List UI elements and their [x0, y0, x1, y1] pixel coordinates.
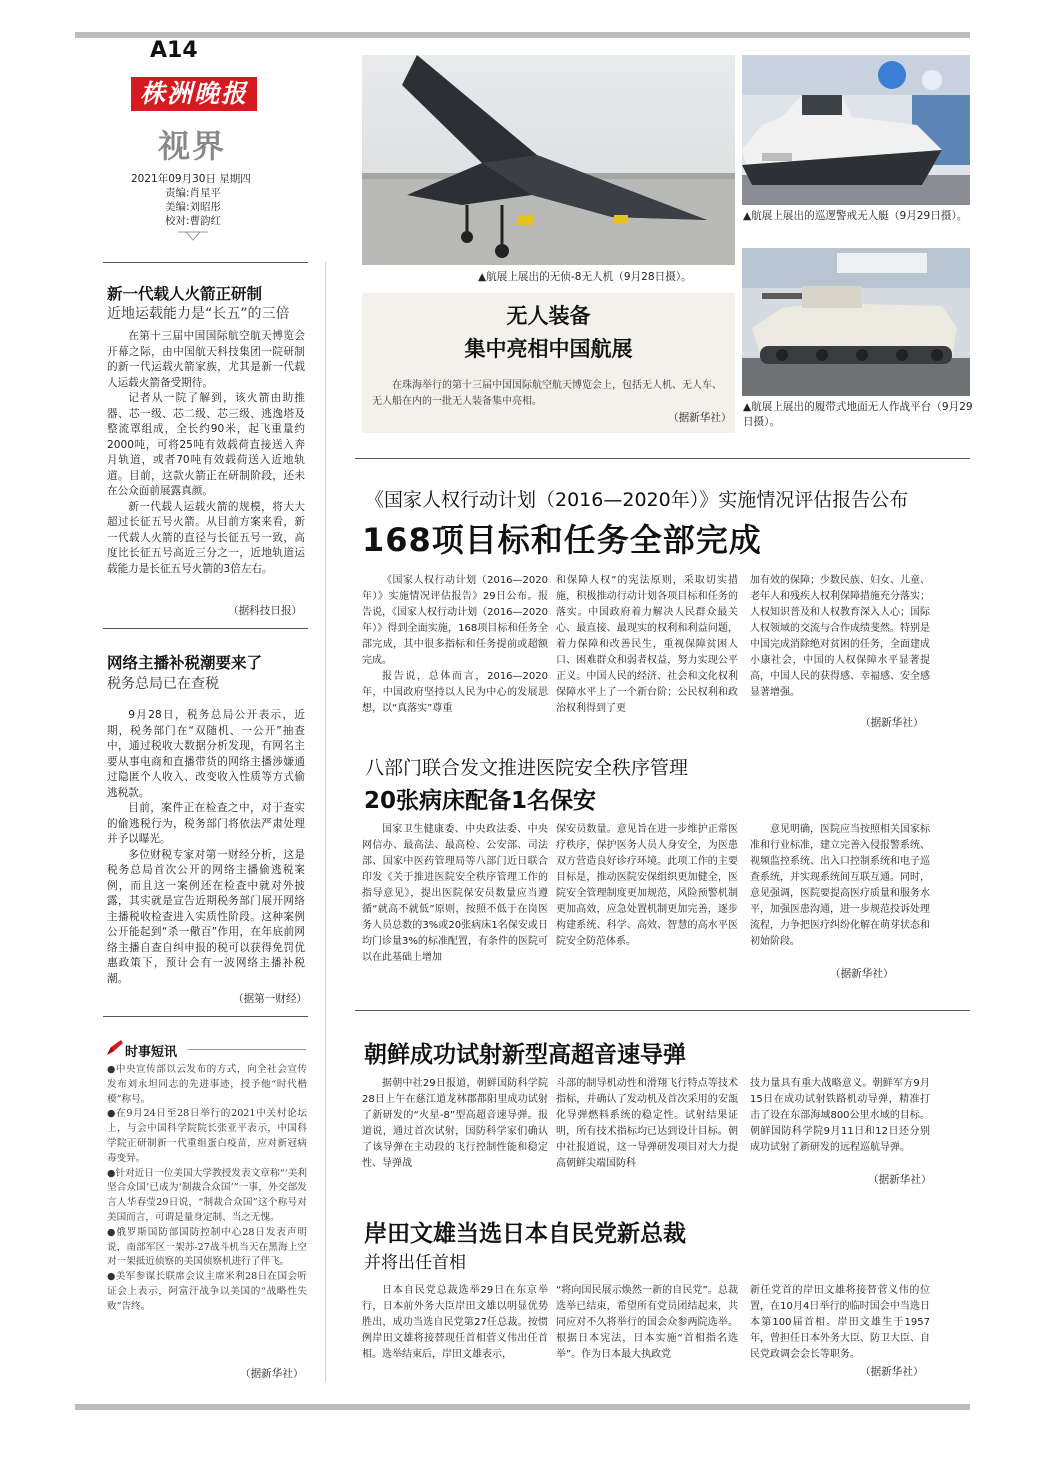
paragraph: 多位财税专家对第一财经分析，这是税务总局首次公开的网络主播偷逃税案例，而且这一案例还在检查中就对外披露，其实就是宣告近期税务部门展开网络主播税收检查进入实质性阶段。这种案例公开能起到“杀一儆百”作用，在年底前网络主播自查自纠申报的税可以获得免罚优惠政策下，预计会有一波网络主播补税潮。	[107, 848, 305, 985]
article4-col2: “将向国民展示焕然一新的自民党”。总裁选举已结束，希望所有党员团结起来，共同应对不久将举行的国会众参两院选举。根据日本宪法，日本实施“首相指名选举”。作为日本最大执政党	[556, 1285, 738, 1360]
paragraph: 新一代载人运载火箭的规模，将大大超过长征五号火箭。从目前方案来看，新一代载人火箭的直径与长征五号一致，高度比长征五号高近三分之一，近地轨道运载能力是长征五号火箭的3倍左右。	[107, 500, 305, 575]
article2-kicker: 八部门联合发文推进医院安全秩序管理	[365, 757, 689, 779]
brief-item: ●俄罗斯国防部国防控制中心28日发表声明说，南部军区一架苏-27战斗机当天在黑海上空对一架抵近侦察的美国侦察机进行了伴飞。	[107, 1226, 307, 1268]
paragraph: 在第十三届中国国际航空航天博览会开幕之际，由中国航天科技集团一院研制的新一代运载火箭家族，尤其是新一代载人运载火箭备受期待。	[107, 330, 305, 389]
article2-headline: 20张病床配备1名保安	[364, 788, 597, 814]
proofreader-credit: 校对:曹韵红	[165, 215, 222, 227]
paragraph: 《国家人权行动计划（2016—2020年）》实施情况评估报告》29日公布。报告说，《国家人权行动计划（2016—2020年）》得到全面实施，168项目标和任务全部完成，其中很多指标和任务提前或超额完成。	[362, 575, 548, 666]
article4-subhead: 并将出任首相	[364, 1253, 466, 1273]
designer-credit: 美编:刘昭彤	[165, 201, 222, 213]
drone-photo	[362, 55, 735, 265]
article1-col3: 加有效的保障；少数民族、妇女、儿童、老年人和残疾人权利保障措施充分落实；人权知识普及和人权教育深入人心；国际人权领域的交流与合作成绩斐然。特别是中国完成消除绝对贫困的任务，全面建成小康社会，中国的人权保障水平显著提高，中国人民的获得感、幸福感、安全感显著增强。	[750, 575, 930, 698]
divider	[103, 1016, 308, 1017]
divider	[355, 458, 970, 459]
article1-headline: 168项目标和任务全部完成	[362, 521, 762, 559]
story1-body	[107, 329, 305, 577]
paragraph: 报告说，总体而言，2016—2020年，中国政府坚持以人民为中心的发展思想，以“真落实”尊重	[362, 671, 548, 714]
article1-col2: 和保障人权”的宪法原则，采取切实措施，积极推动行动计划各项目标和任务的落实。中国政府着力解决人民群众最关心、最直接、最现实的权利和利益问题，着力保障和改善民生，重视保障贫困人口、困难群众和弱者权益，努力实现公平正义。中国人民的经济、社会和文化权利保障水平上了一个新台阶；公民权利和政治权利得到了更	[556, 575, 738, 714]
divider	[103, 262, 308, 263]
feature-source: （据新华社）	[668, 412, 732, 424]
issue-date: 2021年09月30日 星期四	[131, 173, 251, 185]
article3-source: （据新华社）	[868, 1174, 932, 1186]
briefs-title: 时事短讯	[125, 1045, 178, 1060]
boat-photo	[742, 55, 970, 205]
top-rule	[75, 32, 970, 38]
photo1-caption: ▲航展上展出的无侦-8无人机（9月28日摄）。	[478, 271, 692, 283]
feature-text: 在珠海举行的第十三届中国国际航空航天博览会上，包括无人机、无人车、无人船在内的一批无人装备集中亮相。	[372, 380, 722, 407]
paragraph: 9月28日，税务总局公开表示，近期，税务部门在“双随机、一公开”抽查中，通过税收大数据分析发现，有网名主要从事电商和直播带货的网络主播涉嫌通过隐匿个人收入、改变收入性质等方式偷逃税款。	[107, 709, 305, 799]
article3-col2: 斗部的制导机动性和滑翔飞行特点等技术指标，并确认了发动机及首次采用的安瓿化导弹燃料系统的稳定性。试射结果证明，所有技术指标均已达到设计目标。朝中社报道说，这一导弹研发项目对大力提高朝鲜尖端国防科	[556, 1078, 738, 1169]
article2-source: （据新华社）	[830, 968, 894, 980]
editor-credit: 责编:肖星平	[165, 187, 222, 199]
feature-title-line2: 集中亮相中国航展	[464, 337, 633, 361]
column-separator	[325, 262, 326, 1382]
pen-icon	[105, 1039, 125, 1057]
story1-title: 新一代载人火箭正研制	[107, 285, 263, 303]
story2-title: 网络主播补税潮要来了	[107, 654, 263, 672]
feature-title-line1: 无人装备	[506, 304, 591, 328]
divider	[188, 1049, 306, 1050]
story2-source: （据第一财经）	[233, 993, 308, 1005]
brief-item: ●针对近日一位美国大学教授发表文章称“‘美利坚合众国’已成为‘制裁合众国’”一事，外交部发言人华春莹29日说，“制裁合众国”这个称号对美国而言，可谓是量身定制、当之无愧。	[107, 1167, 307, 1223]
divider	[103, 628, 308, 629]
bottom-rule	[75, 1404, 970, 1410]
story2-subtitle: 税务总局已在查税	[107, 676, 219, 692]
vehicle-photo	[742, 248, 970, 396]
story2-body	[107, 708, 305, 987]
article3-col1: 据朝中社29日报道，朝鲜国防科学院28日上午在慈江道龙林郡都阳里成功试射了新研发的“火星-8”型高超音速导弹。报道说，通过首次试射，国防科学家们确认了该导弹在主动段的飞行控制性能和稳定性、导弹战	[362, 1078, 548, 1169]
article4-source: （据新华社）	[860, 1366, 924, 1378]
paragraph: 目前，案件正在检查之中，对于查实的偷逃税行为，税务部门将依法严肃处理并予以曝光。	[107, 802, 305, 845]
brief-item: ●美军参谋长联席会议主席米利28日在国会听证会上表示，阿富汗战争以美国的“战略性失败”告终。	[107, 1271, 307, 1312]
photo2-caption: ▲航展上展出的巡逻警戒无人艇（9月29日摄）。	[743, 210, 968, 222]
story1-source: （据科技日报）	[228, 605, 303, 617]
article3-headline: 朝鲜成功试射新型高超音速导弹	[364, 1042, 686, 1068]
article2-col1: 国家卫生健康委、中央政法委、中央网信办、最高法、最高检、公安部、司法部、国家中医药管理局等八部门近日联合印发《关于推进医院安全秩序管理工作的指导意见》，提出医院保安员数量应当遵循“就高不就低”原则，按照不低于在岗医务人员总数的3%或20张病床1名保安或日均门诊量3%的标准配置，有条件的医院可以在此基础上增加	[362, 824, 548, 963]
photo3-caption: ▲航展上展出的履带式地面无人作战平台（9月29日摄）。	[743, 401, 973, 428]
article4-col3: 新任党首的岸田文雄将接替菅义伟的位置，在10月4日举行的临时国会中当选日本第100届首相。岸田文雄生于1957年，曾担任日本外务大臣、防卫大臣、自民党政调会会长等职务。	[750, 1285, 930, 1360]
article4-headline: 岸田文雄当选日本自民党新总裁	[364, 1221, 686, 1247]
article1-source: （据新华社）	[860, 717, 924, 729]
story1-subtitle: 近地运载能力是“长五”的三倍	[107, 306, 290, 322]
article4-col1: 日本自民党总裁选举29日在东京举行，日本前外务大臣岸田文雄以明显优势胜出，成功当选自民党第27任总裁。按惯例岸田文雄将接替现任首相菅义伟出任首相。选举结束后，岸田文雄表示，	[362, 1285, 548, 1360]
paragraph: 记者从一院了解到，该火箭由助推器、芯一级、芯二级、芯三级、逃逸塔及整流罩组成，全长约90米，起飞重量约2000吨，可将25吨有效载荷直接送入奔月轨道，或者70吨有效载荷送入近地轨道。目前，这款火箭正在研制阶段，还未在公众面前展露真颜。	[107, 392, 305, 497]
brief-item: ●中央宣传部以云发布的方式，向全社会宣传发布刘永坦同志的先进事迹，授予他“时代楷模”称号。	[107, 1064, 307, 1105]
brief-item: ●在9月24日至28日举行的2021中关村论坛上，与会中国科学院院长张亚平表示，中国科学院正研制新一代重组蛋白疫苗，应对新冠病毒变异。	[107, 1108, 307, 1164]
article2-col3: 意见明确，医院应当按照相关国家标准和行业标准，建立完善入侵报警系统、视频监控系统、出入口控制系统和电子巡查系统，并实现系统间互联互通。同时，意见强调，医院要提高医疗质量和服务水平，加强医患沟通，进一步规范投诉处理流程，力争把医疗纠纷化解在萌芽状态和初始阶段。	[750, 824, 930, 947]
article2-col2: 保安员数量。意见旨在进一步维护正常医疗秩序，保护医务人员人身安全，为医患双方营造良好诊疗环境。此项工作的主要目标是，推动医院安保组织更加健全，医院安全管理制度更加规范，风险预警机制更加高效，应急处置机制更加完善，逐步构建系统、科学、高效、智慧的高水平医院安全防范体系。	[556, 824, 738, 947]
section-title: 视界	[158, 127, 227, 165]
masthead-logo: 株洲晚报	[131, 77, 257, 111]
divider	[355, 1010, 970, 1011]
article1-col1	[362, 573, 548, 717]
briefs-source: （据新华社）	[240, 1368, 304, 1380]
article1-kicker: 《国家人权行动计划（2016—2020年）》实施情况评估报告公布	[365, 489, 909, 511]
page-number: A14	[150, 38, 198, 63]
briefs-list	[107, 1063, 307, 1315]
article3-col3: 技力量具有重大战略意义。朝鲜军方9月15日在成功试射铁路机动导弹，精准打击了设在东部海域800公里水域的目标。朝鲜国防科学院9月11日和12日还分别成功试射了新研发的远程巡航导弹。	[750, 1078, 930, 1153]
chevron-down-icon	[178, 228, 208, 244]
